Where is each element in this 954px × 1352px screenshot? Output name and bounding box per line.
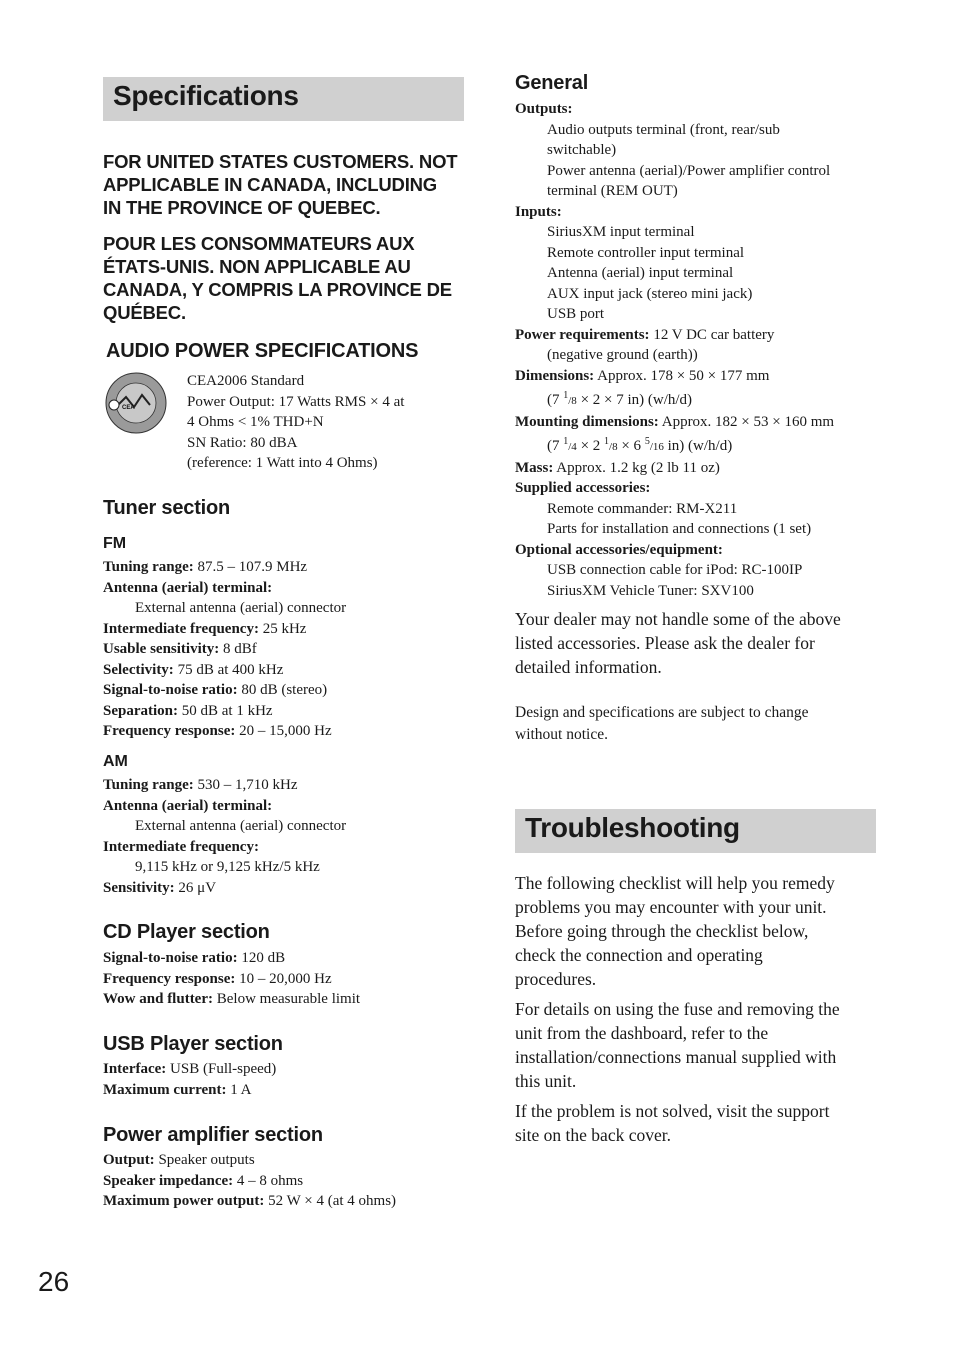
fm-label: FM bbox=[103, 535, 127, 552]
usb-heading: USB Player section bbox=[103, 1033, 283, 1055]
general-specs: Outputs: Audio outputs terminal (front, rear/sub switchable) Power antenna (aerial)/Power amplifier control terminal (REM OUT) Inputs: SiriusXM input terminal Remote controller input terminal Antenna (aerial) input terminal AUX input jack (stereo mini jack) USB port Power requirements: 12 V DC car battery (negative ground (earth)) Dimensions: Approx. 178 × 50 × 177 mm (7 $^1$/8 × 2 × 7 in) (w/h/d) Mounting dimensions: Approx. 182 × 53 × 160 mm (7 $^1$/4 × 2 $^1$/8 × 6 $^5$/16 in) (w/h/d) Mass: Approx. 1.2 kg (2 lb 11 oz) Supplied accessories: Remote commander: RM-X211 Parts for installation and connections (1 set) Optional accessories/equipment: USB connection cable for iPod: RC-100IP SiriusXM Vehicle Tuner: SXV100 bbox=[515, 101, 835, 599]
cd-heading: CD Player section bbox=[103, 921, 270, 943]
am-label: AM bbox=[103, 753, 128, 770]
french-notice: POUR LES CONSOMMATEURS AUX ÉTATS-UNIS. NON APPLICABLE AU CANADA, Y COMPRIS LA PROVINCE DE QUÉBEC. bbox=[103, 233, 452, 323]
troubleshooting-banner bbox=[515, 809, 876, 853]
page-number: 26 bbox=[38, 1266, 70, 1297]
cea-2006-logo bbox=[104, 371, 168, 435]
cd-specs: Signal-to-noise ratio: 120 dB Frequency response: 10 – 20,000 Hz Wow and flutter: Below measurable limit bbox=[103, 950, 361, 1007]
amp-heading: Power amplifier section bbox=[103, 1124, 323, 1146]
us-customers-notice: FOR UNITED STATES CUSTOMERS. NOT APPLICABLE IN CANADA, INCLUDING IN THE PROVINCE OF QUEBEC. bbox=[103, 151, 458, 218]
amp-specs: Output: Speaker outputs Speaker impedance: 4 – 8 ohms Maximum power output: 52 W × 4 (at 4 ohms) bbox=[103, 1152, 397, 1209]
troubleshooting-para-3: If the problem is not solved, visit the support site on the back cover. bbox=[515, 1101, 830, 1145]
change-note: Design and specifications are subject to change without notice. bbox=[515, 704, 809, 743]
fm-specs: Tuning range: 87.5 – 107.9 MHz Antenna (aerial) terminal: External antenna (aerial) connector Intermediate frequency: 25 kHz Usable sensitivity: 8 dBf Selectivity: 75 dB at 400 kHz Signal-to-noise ratio: 80 dB (stereo) Separation: 50 dB at 1 kHz Frequency response: 20 – 15,000 Hz bbox=[103, 559, 347, 739]
specifications-banner bbox=[103, 77, 464, 121]
tuner-heading: Tuner section bbox=[103, 497, 231, 519]
page-title: Specifications bbox=[113, 80, 299, 111]
usb-specs: Interface: USB (Full-speed) Maximum current: 1 A bbox=[103, 1061, 277, 1098]
audio-power-heading: AUDIO POWER SPECIFICATIONS bbox=[106, 340, 419, 362]
troubleshooting-para-2: For details on using the fuse and removing the unit from the dashboard, refer to the installation/connections manual supplied with this unit. bbox=[515, 999, 840, 1091]
troubleshooting-title: Troubleshooting bbox=[525, 812, 740, 843]
troubleshooting-para-1: The following checklist will help you remedy problems you may encounter with your unit. Before going through the checklist below, check the connection and operating procedures. bbox=[515, 873, 835, 989]
am-specs: Tuning range: 530 – 1,710 kHz Antenna (aerial) terminal: External antenna (aerial) connector Intermediate frequency: 9,115 kHz or 9,125 kHz/5 kHz Sensitivity: 26 μV bbox=[103, 777, 347, 896]
general-heading: General bbox=[515, 72, 589, 94]
svg-text:CEA: CEA bbox=[122, 405, 135, 411]
dealer-note: Your dealer may not handle some of the above listed accessories. Please ask the dealer for detailed information. bbox=[515, 609, 841, 677]
cea-specs: CEA2006 Standard Power Output: 17 Watts RMS × 4 at 4 Ohms < 1% THD+N SN Ratio: 80 dBA (reference: 1 Watt into 4 Ohms) bbox=[187, 373, 405, 471]
